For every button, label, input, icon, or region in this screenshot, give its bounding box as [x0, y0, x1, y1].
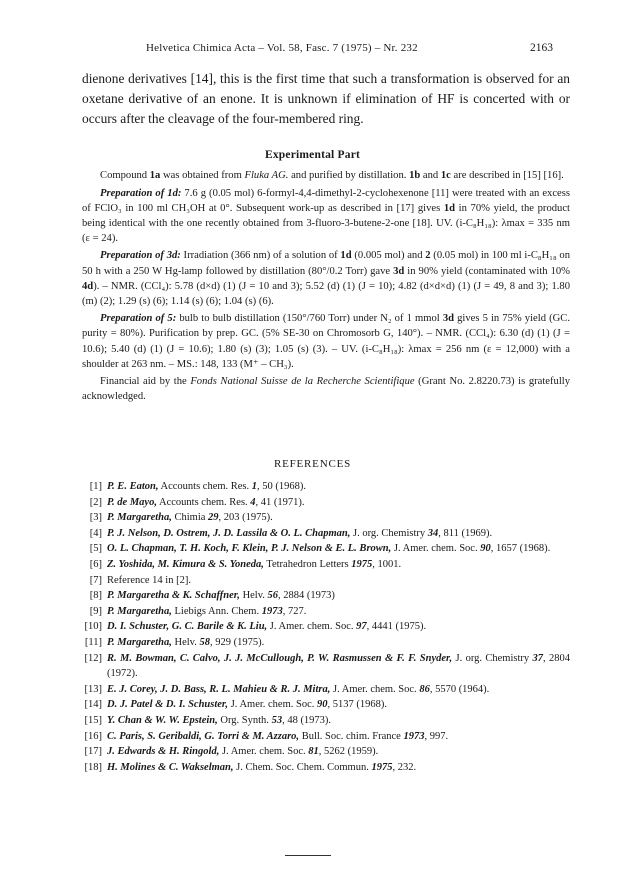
- reference-text: Z. Yoshida, M. Kimura & S. Yoneda, Tetrahedron Letters 1975, 1001.: [107, 558, 402, 570]
- reference-number: [13]: [84, 683, 102, 695]
- reference-volume: 37: [532, 652, 543, 664]
- reference-item: [78, 760, 570, 776]
- reference-number: [9]: [89, 605, 102, 617]
- reference-item: [78, 479, 570, 495]
- running-head: [0, 42, 625, 58]
- experimental-paragraph-preparation-3d: Preparation of 3d: Irradiation (366 nm) of a solution of 1d (0.005 mol) and 2 (0.05 mol) in 100 ml i-C₈H₁₈ on 50 h with a 250 W Hg-lamp followed by distillation (80°/0.2 Torr) gave 3d in 90% yield (contaminated with 10% 4d). – NMR. (CCl₄): 5.78 (d×d) (1) (J = 10 and 3); 5.52 (d) (1) (J = 10); 4.82 (d×d×d) (1) (J = 49, 8 and 3); 1.80 (m) (2); 1.29 (s) (6); 1.14 (s) (6); 1.04 (s) (6).: [82, 250, 570, 307]
- reference-text: P. Margaretha, Liebigs Ann. Chem. 1973, 727.: [107, 605, 307, 617]
- intro-paragraph-block: [82, 69, 570, 129]
- experimental-paragraph-compounds: Compound 1a was obtained from Fluka AG. and purified by distillation. 1b and 1c are described in [15] [16].: [100, 170, 564, 181]
- reference-volume: 97: [356, 621, 367, 633]
- reference-text: R. M. Bowman, C. Calvo, J. J. McCullough, P. W. Rasmussen & F. F. Snyder, J. org. Chemistry 37, 2804 (1972).: [107, 652, 570, 680]
- intro-paragraph: dienone derivatives [14], this is the first time that such a transformation is observed for an oxetane derivative of an enone. It is unknown if elimination of HF is concerted with or occurs after the cleavage of the four-membered ring.: [82, 71, 570, 126]
- reference-authors: E. J. Corey, J. D. Bass, R. L. Mahieu & R. J. Mitra,: [107, 683, 331, 695]
- reference-volume: 34: [427, 527, 439, 539]
- reference-item: [78, 682, 570, 698]
- reference-volume: 1975: [351, 558, 373, 570]
- reference-number: [6]: [89, 558, 102, 570]
- preparation-label: Preparation of 5:: [100, 313, 177, 325]
- preparation-label: Preparation of 1d:: [100, 187, 182, 199]
- reference-volume: 56: [267, 590, 279, 602]
- reference-item: [78, 635, 570, 651]
- reference-volume: 81: [308, 746, 319, 758]
- references-list: [78, 479, 570, 775]
- reference-item: [78, 495, 570, 511]
- reference-text: D. J. Patel & D. I. Schuster, J. Amer. chem. Soc. 90, 5137 (1968).: [107, 699, 388, 711]
- reference-authors: Y. Chan & W. W. Epstein,: [107, 714, 218, 726]
- reference-number: [4]: [89, 527, 102, 539]
- reference-number: [3]: [89, 512, 102, 524]
- reference-text: C. Paris, S. Geribaldi, G. Torri & M. Azzaro, Bull. Soc. chim. France 1973, 997.: [107, 730, 449, 742]
- reference-text: D. I. Schuster, G. C. Barile & K. Liu, J. Amer. chem. Soc. 97, 4441 (1975).: [107, 621, 427, 633]
- reference-authors: Z. Yoshida, M. Kimura & S. Yoneda,: [107, 558, 264, 570]
- reference-authors: D. J. Patel & D. I. Schuster,: [107, 699, 229, 711]
- reference-item: [78, 604, 570, 620]
- reference-authors: R. M. Bowman, C. Calvo, J. J. McCullough, P. W. Rasmussen & F. F. Snyder,: [107, 652, 453, 664]
- reference-text: J. Edwards & H. Ringold, J. Amer. chem. Soc. 81, 5262 (1959).: [107, 746, 379, 758]
- acknowledgement-paragraph: Financial aid by the Fonds National Suisse de la Recherche Scientifique (Grant No. 2.8220.73) is gratefully acknowledged.: [82, 376, 570, 403]
- reference-number: [16]: [84, 730, 102, 742]
- reference-text: P. E. Eaton, Accounts chem. Res. 1, 50 (1968).: [107, 481, 307, 492]
- reference-item: [78, 526, 570, 542]
- reference-volume: 90: [480, 543, 491, 555]
- experimental-paragraph-preparation-1d: Preparation of 1d: 7.6 g (0.05 mol) 6-formyl-4,4-dimethyl-2-cyclohexenone [11] were treated with an excess of FClO₃ in 100 ml CH₃OH at 0°. Subsequent work-up as described in [17] gives 1d in 70% yield, the product being identical with the one recently obtained from 3-fluoro-3-butene-2-one [18]. UV. (i-C₈H₁₈): λmax = 335 nm (ε = 24).: [82, 187, 570, 244]
- reference-volume: 53: [271, 714, 283, 726]
- journal-citation: Helvetica Chimica Acta – Vol. 58, Fasc. 7 (1975) – Nr. 232: [146, 42, 418, 54]
- reference-volume: 86: [419, 683, 430, 695]
- reference-item: [78, 713, 570, 729]
- reference-volume: 90: [317, 699, 328, 711]
- reference-text: P. J. Nelson, D. Ostrem, J. D. Lassila & O. L. Chapman, J. org. Chemistry 34, 811 (1969).: [107, 527, 493, 539]
- reference-authors: C. Paris, S. Geribaldi, G. Torri & M. Azzaro,: [107, 730, 300, 742]
- reference-volume: 58: [199, 636, 210, 648]
- reference-item: [78, 557, 570, 573]
- reference-item: [78, 619, 570, 635]
- reference-volume: 1973: [261, 605, 283, 617]
- reference-number: [2]: [89, 496, 102, 508]
- reference-text: H. Molines & C. Wakselman, J. Chem. Soc. Chem. Commun. 1975, 232.: [107, 761, 417, 773]
- page-number: 2163: [530, 42, 553, 54]
- reference-authors: J. Edwards & H. Ringold,: [107, 746, 220, 758]
- reference-number: [10]: [84, 621, 102, 633]
- preparation-label: Preparation of 3d:: [100, 250, 181, 262]
- reference-authors: P. E. Eaton,: [107, 481, 159, 492]
- reference-number: [11]: [84, 636, 102, 648]
- reference-text: P. Margaretha, Helv. 58, 929 (1975).: [107, 636, 265, 648]
- reference-authors: P. de Mayo,: [107, 496, 157, 508]
- reference-number: [14]: [84, 699, 102, 711]
- reference-authors: P. Margaretha & K. Schaffner,: [107, 590, 240, 602]
- reference-text: O. L. Chapman, T. H. Koch, F. Klein, P. J. Nelson & E. L. Brown, J. Amer. chem. Soc. 90, 1657 (1968).: [107, 543, 551, 555]
- reference-authors: O. L. Chapman, T. H. Koch, F. Klein, P. J. Nelson & E. L. Brown,: [107, 543, 392, 555]
- reference-number: [18]: [84, 761, 102, 773]
- reference-text: E. J. Corey, J. D. Bass, R. L. Mahieu & R. J. Mitra, J. Amer. chem. Soc. 86, 5570 (1964).: [107, 683, 490, 695]
- reference-text: Y. Chan & W. W. Epstein, Org. Synth. 53, 48 (1973).: [107, 714, 332, 726]
- reference-item: [78, 729, 570, 745]
- reference-number: [15]: [84, 714, 102, 726]
- reference-volume: 1975: [371, 761, 393, 773]
- reference-number: [7]: [89, 574, 102, 586]
- references-heading: REFERENCES: [273, 458, 352, 470]
- reference-volume: 29: [208, 512, 219, 524]
- reference-item: [78, 510, 570, 526]
- reference-number: [5]: [89, 543, 102, 555]
- reference-volume: 1973: [403, 730, 425, 742]
- reference-number: [8]: [89, 590, 102, 602]
- reference-text: Reference 14 in [2].: [107, 574, 191, 586]
- experimental-section: [82, 168, 570, 407]
- reference-item: [78, 697, 570, 713]
- reference-authors: P. J. Nelson, D. Ostrem, J. D. Lassila & O. L. Chapman,: [107, 527, 351, 539]
- reference-item: [78, 651, 570, 682]
- reference-authors: H. Molines & C. Wakselman,: [107, 761, 234, 773]
- reference-authors: P. Margaretha,: [107, 605, 172, 617]
- experimental-heading: Experimental Part: [264, 149, 361, 161]
- end-rule: [285, 855, 331, 856]
- reference-volume: 1: [251, 481, 258, 492]
- reference-authors: P. Margaretha,: [107, 512, 172, 524]
- reference-text: P. Margaretha & K. Schaffner, Helv. 56, 2884 (1973): [107, 590, 335, 602]
- reference-text: P. Margaretha, Chimia 29, 203 (1975).: [107, 512, 273, 524]
- reference-number: [12]: [84, 652, 102, 664]
- reference-text: P. de Mayo, Accounts chem. Res. 4, 41 (1971).: [107, 496, 305, 508]
- reference-number: [17]: [84, 746, 102, 758]
- reference-volume: 4: [250, 496, 256, 508]
- reference-item: [78, 588, 570, 604]
- reference-authors: P. Margaretha,: [107, 636, 172, 648]
- reference-authors: D. I. Schuster, G. C. Barile & K. Liu,: [107, 621, 268, 633]
- reference-number: [1]: [89, 481, 102, 492]
- reference-item: [78, 573, 570, 589]
- experimental-paragraph-preparation-5: Preparation of 5: bulb to bulb distillation (150°/760 Torr) under N₂ of 1 mmol 3d gives 5 in 75% yield (GC. purity = 80%). Purification by prep. GC. (5% SE-30 on Chromosorb G, 140°). – NMR. (CCl₄): 6.30 (d) (1) (J = 10.6); 5.40 (d) (1) (J = 10.6); 1.80 (s) (3); 1.05 (s) (3). – UV. (i-C₈H₁₈): λmax = 256 nm (ε = 12,000) with a shoulder at 263 nm. – MS.: 148, 133 (M⁺ – CH₃).: [82, 313, 570, 370]
- reference-item: [78, 541, 570, 557]
- reference-item: [78, 744, 570, 760]
